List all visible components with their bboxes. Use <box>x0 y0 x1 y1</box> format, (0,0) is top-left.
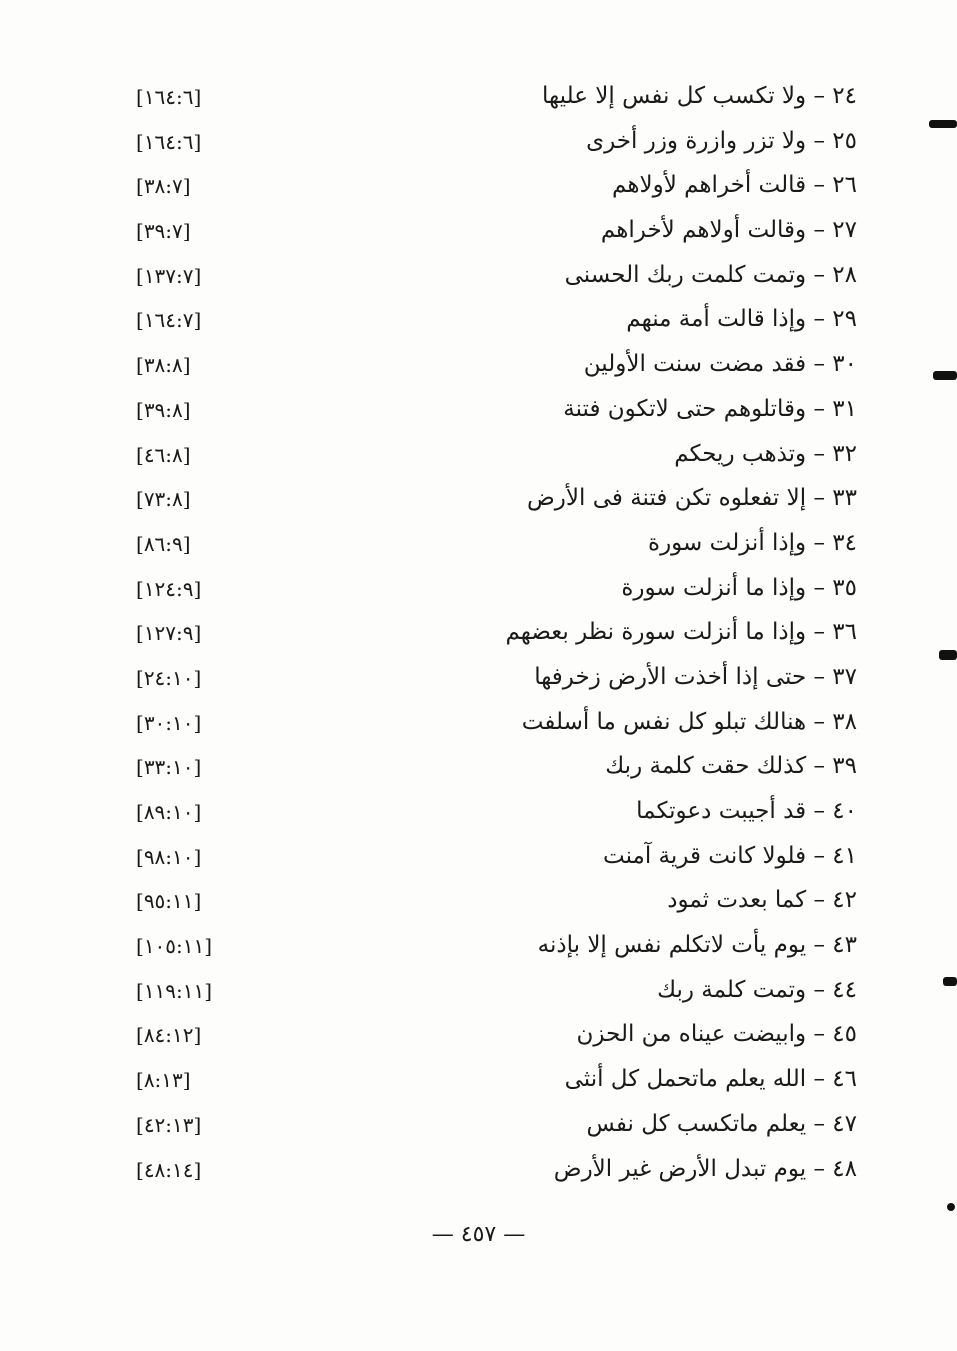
scan-artifact-mark <box>933 371 957 380</box>
list-item <box>0 1012 957 1057</box>
list-item <box>0 342 957 387</box>
entry-text: ٢٤ – ولا تكسب كل نفس إلا عليها <box>542 83 857 109</box>
entry-text: ٣٠ – فقد مضت سنت الأولين <box>583 351 857 378</box>
entry-reference: [٩٥:١١] <box>136 889 202 914</box>
entry-reference: [٣٩:٨] <box>136 397 191 422</box>
entry-reference: [٣٩:٧] <box>136 219 191 244</box>
list-item <box>0 878 957 923</box>
list-item <box>0 297 957 342</box>
entry-text: ٤٧ – يعلم ماتكسب كل نفس <box>586 1110 857 1137</box>
list-item <box>0 119 957 164</box>
list-item <box>0 700 957 745</box>
entry-text: ٣٤ – وإذا أنزلت سورة <box>648 529 857 556</box>
entry-text: ٤٣ – يوم يأت لاتكلم نفس إلا بإذنه <box>537 932 857 959</box>
entry-reference: [٩٨:١٠] <box>136 844 202 869</box>
list-item <box>0 387 957 432</box>
list-item <box>0 968 957 1013</box>
entry-reference: [٤٨:١٤] <box>136 1157 202 1182</box>
list-item <box>0 476 957 521</box>
entry-text: ٣٧ – حتى إذا أخذت الأرض زخرفها <box>534 663 857 690</box>
entry-text: ٣١ – وقاتلوهم حتى لاتكون فتنة <box>563 395 857 422</box>
list-item <box>0 655 957 700</box>
scan-artifact-mark <box>947 1203 955 1211</box>
list-item <box>0 1057 957 1102</box>
list-item <box>0 834 957 879</box>
list-item <box>0 253 957 298</box>
entry-text: ٤٥ – وابيضت عيناه من الحزن <box>576 1021 857 1048</box>
entry-text: ٢٩ – وإذا قالت أمة منهم <box>626 306 857 333</box>
entry-text: ٤٠ – قد أجيبت دعوتكما <box>636 798 857 824</box>
list-item <box>0 923 957 968</box>
list-item <box>0 521 957 566</box>
entry-reference: [٣٨:٧] <box>136 174 191 199</box>
entry-reference: [٧٣:٨] <box>136 487 191 512</box>
entry-reference: [١٣٧:٧] <box>136 263 202 288</box>
entry-reference: [٢٤:١٠] <box>136 665 202 690</box>
page-number: — ٤٥٧ — <box>431 1222 526 1247</box>
entry-text: ٢٥ – ولا تزر وازرة وزر أخرى <box>586 127 857 154</box>
entry-text: ٢٨ – وتمت كلمت ربك الحسنى <box>564 261 857 288</box>
list-item <box>0 610 957 655</box>
list-item <box>0 432 957 477</box>
list-item <box>0 208 957 253</box>
list-item <box>0 1147 957 1192</box>
scan-artifact-mark <box>943 977 957 986</box>
entry-reference: [١٢٧:٩] <box>136 621 202 646</box>
entry-reference: [٨٩:١٠] <box>136 800 202 824</box>
entry-text: ٢٦ – قالت أخراهم لأولاهم <box>612 172 857 199</box>
entry-reference: [١٢٤:٩] <box>136 576 202 601</box>
entry-text: ٣٣ – إلا تفعلوه تكن فتنة فى الأرض <box>527 485 857 512</box>
entry-reference: [٤٢:١٣] <box>136 1112 202 1137</box>
entry-reference: [٨٦:٩] <box>136 531 191 556</box>
entry-list <box>0 74 957 1191</box>
entry-text: ٤٨ – يوم تبدل الأرض غير الأرض <box>553 1155 857 1182</box>
entry-text: ٢٧ – وقالت أولاهم لأخراهم <box>600 217 857 244</box>
entry-reference: [١٦٤:٦] <box>136 85 202 109</box>
list-item <box>0 163 957 208</box>
list-item <box>0 74 957 119</box>
entry-reference: [٣٣:١٠] <box>136 755 202 780</box>
entry-reference: [١٠٥:١١] <box>136 934 213 959</box>
list-item <box>0 744 957 789</box>
scan-artifact-mark <box>939 650 957 660</box>
entry-reference: [٤٦:٨] <box>136 442 191 467</box>
list-item <box>0 789 957 834</box>
entry-reference: [١١٩:١١] <box>136 978 213 1003</box>
entry-text: ٣٦ – وإذا ما أنزلت سورة نظر بعضهم <box>505 619 857 646</box>
entry-text: ٣٥ – وإذا ما أنزلت سورة <box>621 574 857 601</box>
entry-reference: [٣٠:١٠] <box>136 710 202 735</box>
scan-artifact-mark <box>929 120 957 128</box>
entry-text: ٤٤ – وتمت كلمة ربك <box>657 976 857 1003</box>
entry-reference: [١٦٤:٦] <box>136 129 202 154</box>
entry-text: ٣٢ – وتذهب ريحكم <box>674 440 857 467</box>
list-item <box>0 566 957 611</box>
entry-reference: [٨٤:١٢] <box>136 1023 202 1048</box>
entry-reference: [٨:١٣] <box>136 1068 191 1093</box>
entry-reference: [٣٨:٨] <box>136 353 191 378</box>
entry-reference: [١٦٤:٧] <box>136 308 202 333</box>
entry-text: ٤٦ – الله يعلم ماتحمل كل أنثى <box>564 1066 857 1093</box>
entry-text: ٤١ – فلولا كانت قرية آمنت <box>603 842 857 869</box>
entry-text: ٣٩ – كذلك حقت كلمة ربك <box>605 753 857 780</box>
entry-text: ٤٢ – كما بعدت ثمود <box>667 887 857 914</box>
list-item <box>0 1102 957 1147</box>
entry-text: ٣٨ – هنالك تبلو كل نفس ما أسلفت <box>521 708 857 735</box>
